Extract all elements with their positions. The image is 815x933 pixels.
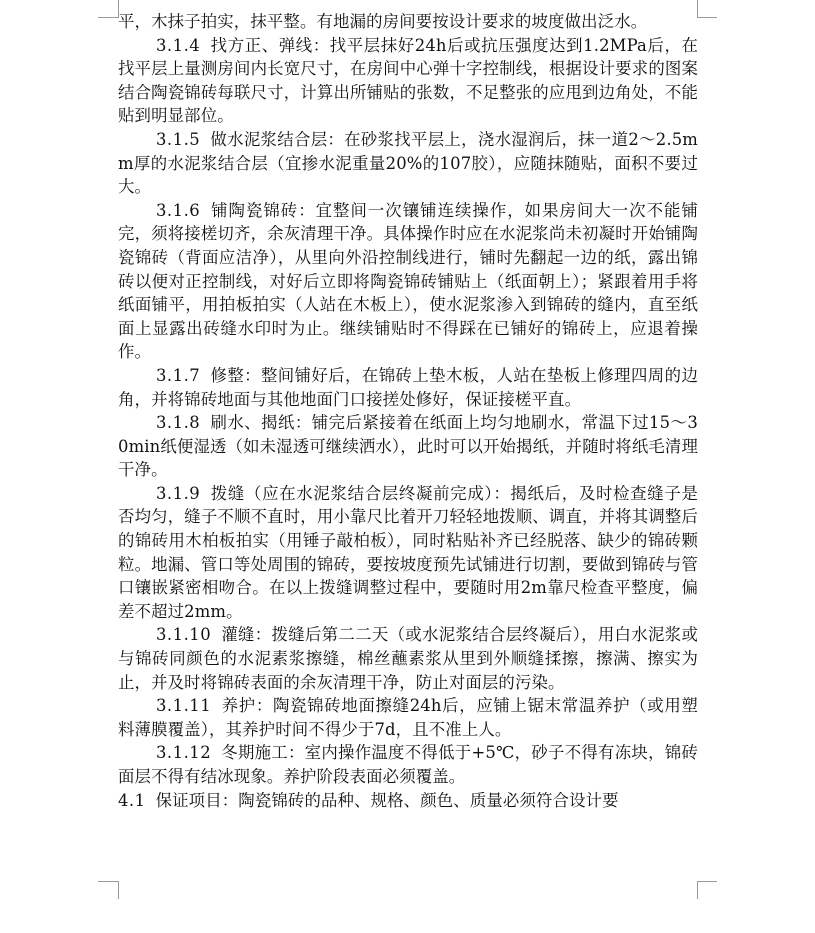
clause-number: 3.1.11: [156, 696, 212, 716]
paragraph-text: 养护：陶瓷锦砖地面擦缝24h后，应铺上锯末常温养护（或用塑料薄膜覆盖），其养护时间不得少于7d，且不准上人。: [118, 696, 698, 739]
paragraph-continued: [118, 10, 698, 34]
paragraph-text: 刷水、揭纸：铺完后紧接着在纸面上均匀地刷水，常温下过15～30min纸便湿透（如未湿透可继续洒水），此时可以开始揭纸，并随时将纸毛清理干净。: [118, 413, 699, 480]
paragraph-text: 拨缝（应在水泥浆结合层终凝前完成）：揭纸后，及时检查缝子是否均匀，缝子不顺不直时，用小靠尺比着开刀轻轻地拨顺、调直，并将其调整后的锦砖用木柏板拍实（用锤子敲柏板），同时粘贴补齐已经脱落、缺少的锦砖颗粒。地漏、管口等处周围的锦砖，要按坡度预先试铺进行切割，要做到锦砖与管口镶嵌紧密相吻合。在以上拨缝调整过程中，要随时用2m靠尺检查平整度，偏差不超过2mm。: [118, 483, 698, 621]
paragraph-3-1-10: [118, 623, 698, 694]
crop-mark-top-left-h: [98, 17, 118, 18]
paragraph-text: 灌缝：拨缝后第二二天（或水泥浆结合层终凝后），用白水泥浆或与锦砖同颜色的水泥素浆擦缝，棉丝蘸素浆从里到外顺缝揉擦，擦满、擦实为止，并及时将锦砖表面的余灰清理干净，防止对面层的污染。: [118, 625, 698, 692]
paragraph-3-1-12: [118, 741, 698, 788]
paragraph-text: 铺陶瓷锦砖：宜整间一次镶铺连续操作，如果房间大一次不能铺完，须将接槎切齐，余灰清理干净。具体操作时应在水泥浆尚未初凝时开始铺陶瓷锦砖（背面应洁净），从里向外沿控制线进行，铺时先翻起一边的纸，露出锦砖以便对正控制线，对好后立即将陶瓷锦砖铺贴上（纸面朝上）；紧跟着用手将纸面铺平，用拍板拍实（人站在木板上），使水泥浆渗入到锦砖的缝内，直至纸面上显露出砖缝水印时为止。继续铺贴时不得踩在已铺好的锦砖上，应退着操作。: [118, 200, 698, 362]
clause-number: 3.1.12: [156, 743, 212, 763]
paragraph-text: 冬期施工：室内操作温度不得低于+5℃，砂子不得有冻块，锦砖面层不得有结冰现象。养护阶段表面必须覆盖。: [118, 743, 698, 786]
paragraph-3-1-7: [118, 364, 698, 411]
clause-number: 3.1.8: [156, 413, 201, 433]
paragraph-3-1-5: [118, 128, 698, 199]
paragraph-text: 做水泥浆结合层：在砂浆找平层上，浇水湿润后，抹一道2～2.5mm厚的水泥浆结合层（宜掺水泥重量20%的107胶），应随抹随贴，面积不要过大。: [118, 129, 698, 197]
clause-number: 4.1: [118, 790, 146, 810]
paragraph-3-1-4: [118, 34, 698, 128]
paragraph-4-1: [118, 789, 698, 813]
crop-mark-bottom-left-v: [118, 881, 119, 899]
clause-number: 3.1.5: [156, 129, 201, 149]
paragraph-3-1-11: [118, 694, 698, 741]
paragraph-text: 保证项目：陶瓷锦砖的品种、规格、颜色、质量必须符合设计要: [155, 790, 619, 810]
paragraph-text: 平，木抹子拍实，抹平整。有地漏的房间要按设计要求的坡度做出泛水。: [118, 12, 648, 31]
crop-mark-top-right-h: [697, 17, 717, 18]
crop-mark-bottom-left-h: [98, 881, 118, 882]
crop-mark-bottom-right-v: [697, 881, 698, 899]
paragraph-text: 找方正、弹线：找平层抹好24h后或抗压强度达到1.2MPa后，在找平层上量测房间内长宽尺寸，在房间中心弹十字控制线，根据设计要求的图案结合陶瓷锦砖每联尺寸，计算出所铺贴的张数，不足整张的应甩到边角处，不能贴到明显部位。: [118, 35, 698, 126]
clause-number: 3.1.6: [156, 200, 201, 220]
clause-number: 3.1.9: [156, 483, 201, 503]
paragraph-text: 修整：整间铺好后，在锦砖上垫木板，人站在垫板上修理四周的边角，并将锦砖地面与其他地面门口接搓处修好，保证接槎平直。: [118, 365, 698, 409]
paragraph-3-1-8: [118, 411, 698, 482]
clause-number: 3.1.10: [156, 625, 212, 645]
clause-number: 3.1.7: [156, 365, 201, 385]
paragraph-3-1-6: [118, 199, 698, 364]
clause-number: 3.1.4: [156, 35, 201, 55]
paragraph-3-1-9: [118, 482, 698, 624]
crop-mark-bottom-right-h: [697, 881, 717, 882]
document-body: [118, 10, 698, 812]
